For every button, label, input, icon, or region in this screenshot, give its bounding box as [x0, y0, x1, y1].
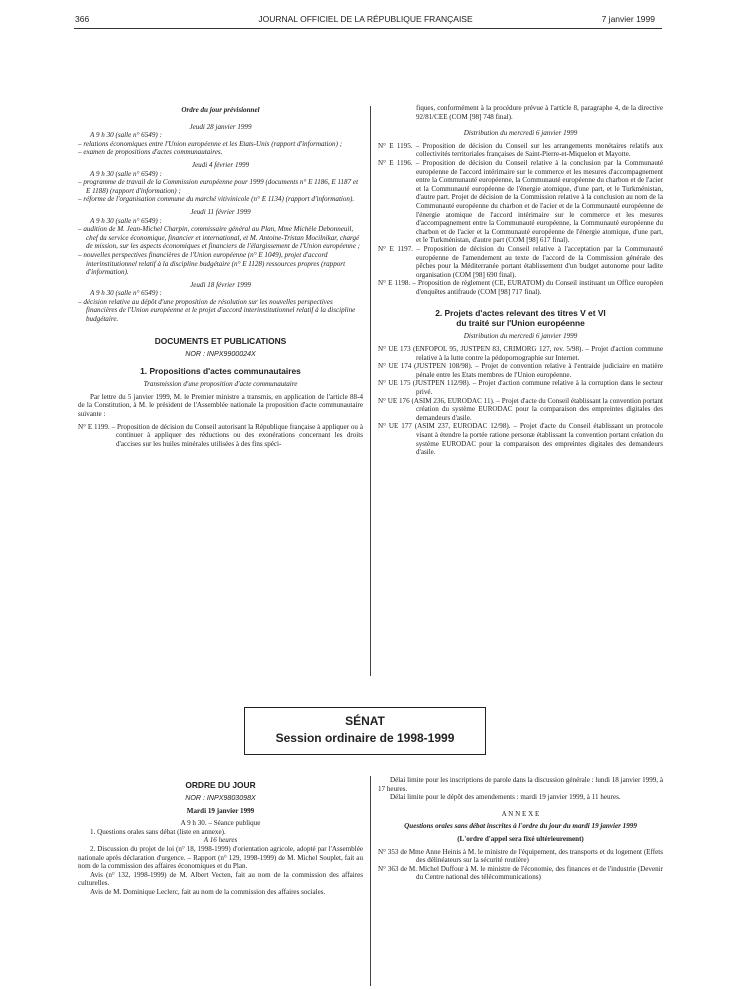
- session-date: Jeudi 28 janvier 1999: [189, 122, 252, 131]
- document-entry: N° UE 177 (ASIM 237, EURODAC 12/98). – Projet d'acte du Conseil établissant un protocole visant à étendre la portée ratione personæ établissant la convention portant création du système EURODAC pour la comparaison des empreintes digitales des demandeurs d'asile.: [378, 422, 663, 457]
- document-entry: N° UE 173 (ENFOPOL 95, JUSTPEN 83, CRIMORG 127, rev. 5/98). – Projet d'action commune relative à la lutte contre la pédopornographie sur Internet.: [378, 345, 663, 362]
- document-entry: N° UE 175 (JUSTPEN 112/98). – Projet d'action commune relative à la corruption dans le secteur privé.: [378, 379, 663, 397]
- session-time: A 9 h 30 (salle n° 6549) :: [90, 289, 162, 298]
- questions-subtitle: (L'ordre d'appel sera fixé ultérieurement): [457, 834, 584, 843]
- document-entry: N° E 1199. – Proposition de décision du Conseil autorisant la République française à appliquer ou à continuer à appliquer des réductions ou des exonérations concernant les droits d'accises sur les huiles minérales utilisées à des fins spéci-: [78, 422, 363, 448]
- session-date: Jeudi 4 février 1999: [191, 160, 250, 169]
- left-column: [78, 106, 363, 448]
- sitting-time: A 16 heures: [203, 836, 238, 845]
- questions-title: Questions orales sans débat inscrites à l'ordre du jour du mardi 19 janvier 1999: [404, 822, 637, 831]
- document-entry: N° E 1195. – Proposition de décision du Conseil sur les arrangements monétaires relatifs aux collectivités territoriales françaises de Saint-Pierre-et-Miquelon et Mayotte.: [378, 141, 663, 159]
- document-entry: N° UE 176 (ASIM 236, EURODAC 11). – Projet d'acte du Conseil établissant la convention portant création du système EURODAC pour la comparaison des empreintes digitales des demandeurs d'asile.: [378, 396, 663, 422]
- page-number: 366: [75, 14, 90, 24]
- session-time: A 9 h 30 (salle n° 6549) :: [90, 131, 162, 140]
- projects-heading-line2: du traité sur l'Union européenne: [456, 318, 585, 329]
- senat-banner: [244, 707, 486, 755]
- session-time: A 9 h 30 (salle n° 6549) :: [90, 169, 162, 178]
- deadline-note: Délai limite pour le dépôt des amendements : mardi 19 janvier 1999, à 11 heures.: [390, 793, 621, 802]
- document-entry-continued: fiques, conformément à la procédure prévue à l'article 8, paragraphe 4, de la directive 92/81/CEE (COM [98] 748 final).: [416, 104, 663, 121]
- agenda-point: Avis de M. Dominique Leclerc, fait au nom de la commission des affaires sociales.: [90, 887, 326, 896]
- document-entry: N° E 1197. – Proposition de décision du Conseil relative à l'acceptation par la Communauté européenne de l'amendement au texte de l'accord de la Commission générale des pêches pour la Méditerranée portant établissement d'un budget autonome pour ladite organisation (COM [98] 690 final).: [378, 244, 663, 279]
- annexe-heading: A N N E X E: [501, 809, 540, 818]
- header-rule: [74, 28, 662, 29]
- agenda-item: – audition de M. Jean-Michel Charpin, commissaire général au Plan, Mme Michèle Debonneuil, chef du service économique, financier et international, et M. Antoine-Tristan Mocilnikar, chargé de mission, sur les aspects économiques et financiers de l'élargissement de l'Union européenne ;: [78, 225, 360, 251]
- distribution-date: Distribution du mercredi 6 janvier 1999: [463, 129, 578, 138]
- agenda-item: – programme de travail de la Commission européenne pour 1999 (documents n° E 1186, E 1187 et E 1188) (rapport d'information) ;: [78, 178, 359, 195]
- bottom-left-column: [78, 780, 363, 897]
- bottom-right-column: [378, 776, 663, 882]
- session-date: Jeudi 18 février 1999: [190, 280, 251, 289]
- session-date: Jeudi 11 février 1999: [190, 207, 251, 216]
- column-divider: [370, 106, 371, 676]
- question-entry: N° 353 de Mme Anne Heinis à M. le ministre de l'équipement, des transports et du logement (Effets des délinéateurs sur la sécurité routière): [378, 847, 663, 865]
- senat-subtitle: Session ordinaire de 1998-1999: [275, 731, 455, 745]
- propositions-heading: 1. Propositions d'actes communautaires: [140, 366, 301, 377]
- sitting-time: A 9 h 30. – Séance publique: [180, 819, 261, 828]
- agenda-point: 1. Questions orales sans débat (liste en annexe).: [90, 827, 226, 836]
- page-header: [0, 14, 731, 28]
- agenda-item: – nouvelles perspectives financières de l'Union européenne (n° E 1049), projet d'accord interinstitutionnel relatif à la discipline budgétaire (n° E 1128) ressources propres (rapport d'information).: [78, 250, 346, 277]
- nor-reference: NOR : INPX9900024X: [185, 349, 256, 358]
- session-time: A 9 h 30 (salle n° 6549) :: [90, 216, 162, 225]
- sitting-date: Mardi 19 janvier 1999: [186, 806, 255, 815]
- question-entry: N° 363 de M. Michel Duffour à M. le ministre de l'économie, des finances et de l'industrie (Devenir du Centre national des télécommunications): [378, 864, 663, 882]
- agenda-item: – relations économiques entre l'Union européenne et les Etats-Unis (rapport d'information) ;: [78, 139, 343, 148]
- distribution-date: Distribution du mercredi 6 janvier 1999: [463, 332, 578, 341]
- document-entry: N° UE 174 (JUSTPEN 108/98). – Projet de convention relative à l'entraide judiciaire en matière pénale entre les Etats membres de l'Union européenne.: [378, 362, 663, 379]
- document-entry: N° E 1198. – Proposition de règlement (CE, EURATOM) du Conseil instituant un Office européen d'enquêtes antifraude (COM [98] 717 final).: [378, 279, 663, 296]
- order-of-day-title: ORDRE DU JOUR: [185, 780, 256, 790]
- senat-title: SÉNAT: [345, 714, 385, 728]
- document-entry: N° E 1196. – Proposition de décision du Conseil relative à la conclusion par la Communauté européenne de l'accord intérimaire sur le commerce et les mesures d'accompagnement entre la Communauté européenne, la Communauté européenne du charbon et de l'acier et la Communauté européenne de l'énergie atomique, d'une part, et le Turkménistan, d'autre part. Projet de décision de la Commission relative à la conclusion au nom de la Communauté européenne du charbon et de l'acier et de la Communauté européenne de l'énergie atomique de l'accord intérimaire sur le commerce et les mesures d'accompagnement entre la Communauté européenne, la Communauté européenne du charbon et de l'acier et la Communauté européenne de l'énergie atomique, d'une part, et le Turkménistan, d'autre part (COM [98] 617 final).: [378, 158, 663, 245]
- agenda-title: Ordre du jour prévisionnel: [181, 106, 260, 114]
- transmission-subtitle: Transmission d'une proposition d'acte communautaire: [143, 380, 298, 389]
- right-column: [378, 104, 663, 457]
- issue-date: 7 janvier 1999: [601, 14, 655, 24]
- agenda-item: – examen de propositions d'actes communautaires.: [78, 148, 223, 157]
- documents-heading: DOCUMENTS ET PUBLICATIONS: [154, 335, 287, 346]
- agenda-point: 2. Discussion du projet de loi (n° 18, 1998-1999) d'orientation agricole, adopté par l'Assemblée nationale après déclaration d'urgence. – Rapport (n° 129, 1998-1999) de M. Michel Souplet, fait au nom de la commission des affaires économiques et du Plan.: [78, 844, 363, 871]
- nor-reference: NOR : INPX9803098X: [185, 794, 256, 802]
- transmission-text: Par lettre du 5 janvier 1999, M. le Premier ministre a transmis, en application de l'article 88-4 de la Constitution, à M. le président de l'Assemblée nationale la proposition d'acte communautaire suivante :: [78, 392, 363, 419]
- journal-title: JOURNAL OFFICIEL DE LA RÉPUBLIQUE FRANÇAISE: [258, 14, 473, 24]
- agenda-item: – réforme de l'organisation commune du marché vitivinicole (n° E 1134) (rapport d'information).: [78, 195, 355, 204]
- deadline-note: Délai limite pour les inscriptions de parole dans la discussion générale : lundi 18 janvier 1999, à 17 heures.: [378, 776, 663, 793]
- agenda-item: – décision relative au dépôt d'une proposition de résolution sur les nouvelles perspectives financières de l'Union européenne et le projet d'accord interinstitutionnel relatif à la discipline budgétaire.: [78, 297, 356, 324]
- projects-heading: 2. Projets d'actes relevant des titres V et VI: [435, 308, 606, 319]
- column-divider: [370, 776, 371, 986]
- agenda-point: Avis (n° 132, 1998-1999) de M. Albert Vecten, fait au nom de la commission des affaires culturelles.: [78, 870, 363, 888]
